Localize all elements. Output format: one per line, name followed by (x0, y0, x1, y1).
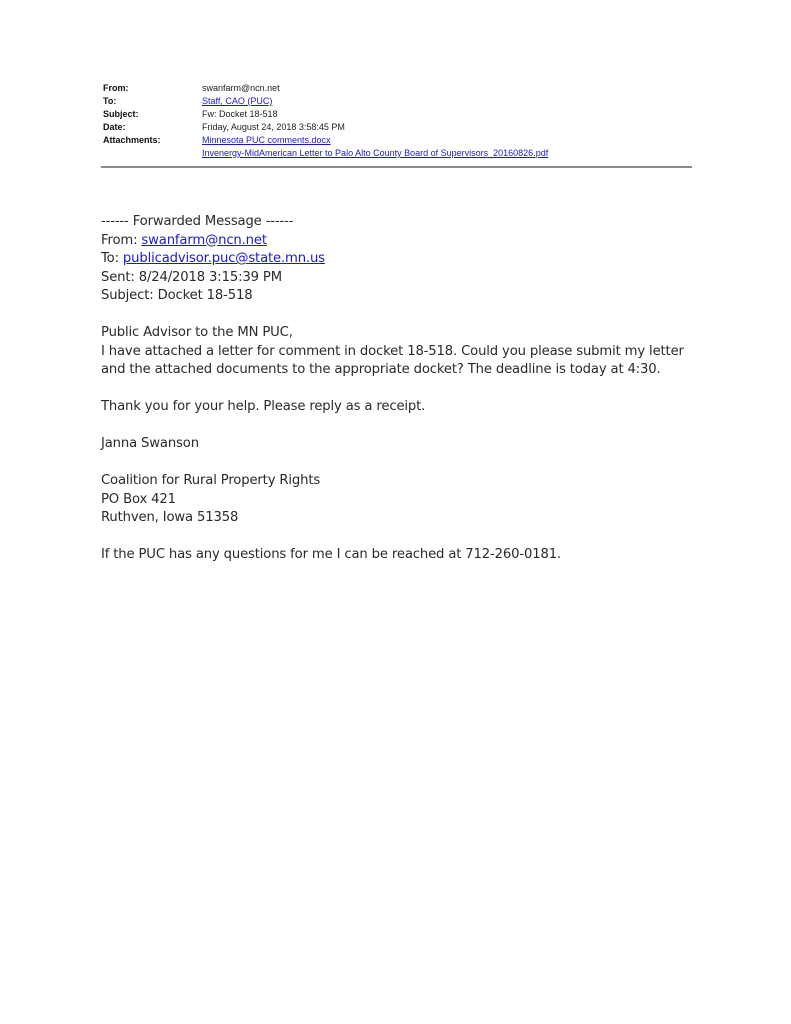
attachments-list (202, 134, 548, 160)
from-value: swanfarm@ncn.net (202, 83, 280, 93)
spacer (101, 380, 721, 399)
message-closing: If the PUC has any questions for me I can be reached at 712-260-0181. (101, 547, 561, 562)
subject-label: Subject: (103, 109, 139, 119)
attachments-label: Attachments: (103, 135, 161, 145)
message-paragraph-line: I have attached a letter for comment in docket 18-518. Could you please submit my letter (101, 343, 684, 359)
forwarded-subject-line: Subject: Docket 18-518 (101, 288, 253, 303)
message-greeting: Public Advisor to the MN PUC, (101, 325, 293, 340)
forwarded-to-email-link[interactable]: publicadvisor.puc@state.mn.us (122, 251, 325, 266)
email-body (101, 213, 721, 565)
header-divider (101, 166, 692, 168)
to-value-link[interactable]: Staff, CAO (PUC) (202, 96, 273, 106)
spacer (101, 417, 721, 436)
forwarded-to-label: To: (101, 251, 123, 266)
date-value: Friday, August 24, 2018 3:58:45 PM (202, 122, 345, 132)
subject-value: Fw: Docket 18-518 (202, 109, 278, 119)
to-label: To: (103, 96, 117, 106)
spacer (101, 528, 721, 547)
forwarded-banner: ------ Forwarded Message ------ (101, 214, 294, 229)
date-label: Date: (103, 122, 126, 132)
header-from-row (103, 82, 693, 95)
header-attachments-row (103, 134, 693, 160)
header-date-row (103, 121, 693, 134)
organization-name: Coalition for Rural Property Rights (101, 473, 321, 488)
attachment-link[interactable]: Minnesota PUC comments.docx (202, 135, 331, 145)
message-thanks: Thank you for your help. Please reply as a receipt. (101, 399, 426, 414)
header-to-row (103, 95, 693, 108)
message-paragraph-line: and the attached documents to the appropriate docket? The deadline is today at 4:30. (101, 362, 661, 377)
spacer (101, 454, 721, 473)
organization-city: Ruthven, Iowa 51358 (101, 510, 239, 525)
attachment-link[interactable]: Invenergy-MidAmerican Letter to Palo Alto County Board of Supervisors_20160826.pdf (202, 148, 549, 158)
forwarded-from-line (101, 232, 721, 251)
from-label: From: (103, 83, 129, 93)
spacer (101, 306, 721, 325)
header-subject-row (103, 108, 693, 121)
forwarded-to-line (101, 250, 721, 269)
organization-po-box: PO Box 421 (101, 491, 176, 507)
forwarded-from-email-link[interactable]: swanfarm@ncn.net (141, 232, 267, 248)
signature-name: Janna Swanson (101, 436, 199, 451)
forwarded-from-label: From: (101, 232, 142, 248)
forwarded-sent-line: Sent: 8/24/2018 3:15:39 PM (101, 269, 282, 285)
email-header (103, 82, 693, 160)
